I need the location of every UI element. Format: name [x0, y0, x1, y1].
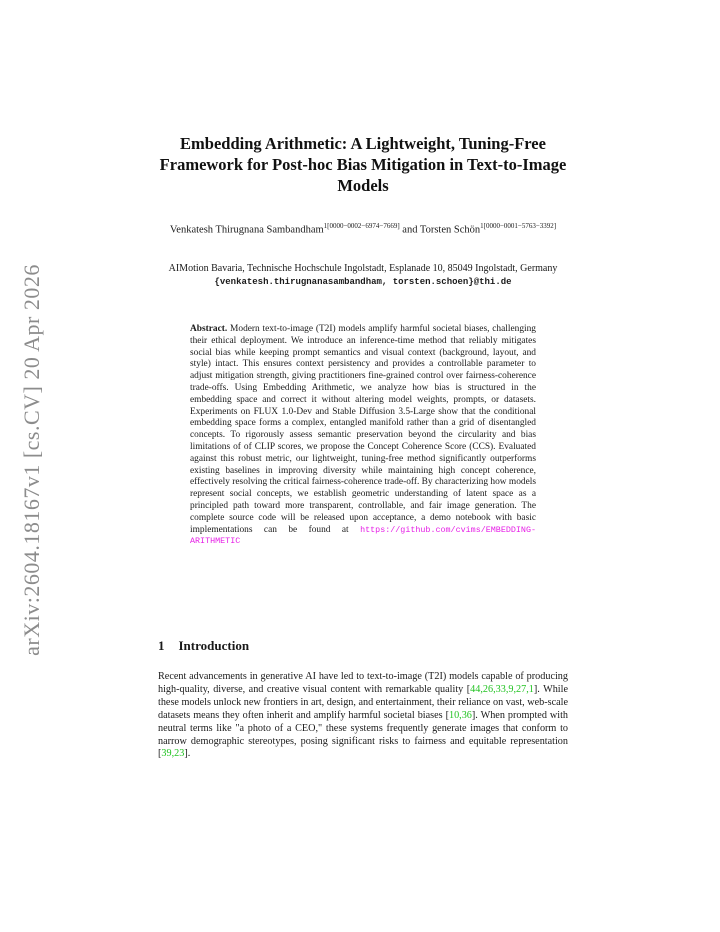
citation-link-2[interactable]: 10,36 [448, 709, 472, 721]
intro-text-2: ]. While these models unlock new frontiers in art, design, and entertainment, their reliance on vast, web-scale datasets means they often inherit and amplify harmful societal biases [ [158, 683, 568, 721]
github-link[interactable]: https://github.com/cvims/EMBEDDING-ARITHMETIC [190, 524, 536, 547]
citation-link-1[interactable]: 44,26,33,9,27,1 [470, 683, 534, 695]
author-1-orcid[interactable]: 1[0000−0002−6974−7669] [323, 222, 400, 230]
author-emails[interactable]: {venkatesh.thirugnanasambandham, torsten.schoen}@thi.de [214, 277, 512, 287]
intro-text-1: Recent advancements in generative AI have led to text-to-image (T2I) models capable of producing high-quality, diverse, and creative visual content with remarkable quality [ [158, 671, 568, 695]
arxiv-identifier-stamp [14, 250, 50, 670]
section-number: 1 [158, 638, 165, 653]
section-heading-introduction [158, 638, 249, 654]
author-list [158, 220, 568, 237]
abstract [190, 324, 536, 548]
arxiv-id-text: arXiv:2604.18167v1 [cs.CV] 20 Apr 2026 [19, 264, 44, 656]
abstract-text: Modern text-to-image (T2I) models amplify harmful societal biases, challenging their ethical deployment. We introduce an inference-time method that reliably mitigates social bias while keeping prompt semantics and visual context (background, layout, and style) intact. This ensures context persistency and provides a controllable parameter to adjust mitigation strength, giving practitioners fine-grained control over fairness-coherence trade-offs. Using Embedding Arithmetic, we analyze how bias is structured in the embedding space and correct it without altering model weights, prompts, or datasets. Experiments on FLUX 1.0-Dev and Stable Diffusion 3.5-Large show that the conditional embedding space forms a complex, entangled manifold rather than a grid of disentangled concepts. To rigorously assess semantic preservation beyond the circularity and bias limitations of of CLIP scores, we propose the Concept Coherence Score (CCS). Evaluated against this robust metric, our lightweight, tuning-free method significantly outperforms existing baselines in improving diversity while maintaining high concept coherence, effectively resolving the critical fairness-coherence trade-off. By characterizing how models represent social concepts, we establish geometric understanding of latent space as a principled path toward more transparent, controllable, and fair image generation. The complete source code will be released upon acceptance, a demo notebook with basic implementations can be found at [190, 324, 536, 535]
affiliation [158, 262, 568, 289]
author-2-orcid[interactable]: 1[0000−0001−5763−3392] [480, 222, 557, 230]
abstract-label: Abstract. [190, 324, 228, 334]
section-title: Introduction [178, 638, 250, 653]
author-conjunction: and Torsten Schön [399, 224, 481, 236]
intro-text-4: ]. [184, 748, 191, 760]
intro-text-3: ]. When prompted with neutral terms like "a photo of a CEO," these systems frequently generate images that conform to narrow demographic stereotypes, posing significant risks to fairness and equitable representation [ [158, 709, 568, 760]
introduction-paragraph [158, 671, 568, 761]
author-1-name: Venkatesh Thirugnana Sambandham [169, 224, 324, 236]
paper-title: Embedding Arithmetic: A Lightweight, Tuning-Free Framework for Post-hoc Bias Mitigation in Text-to-Image Models [159, 134, 567, 195]
citation-link-3[interactable]: 39,23 [161, 748, 185, 760]
affiliation-text: AIMotion Bavaria, Technische Hochschule Ingolstadt, Esplanade 10, 85049 Ingolstadt, Germany [168, 263, 558, 274]
